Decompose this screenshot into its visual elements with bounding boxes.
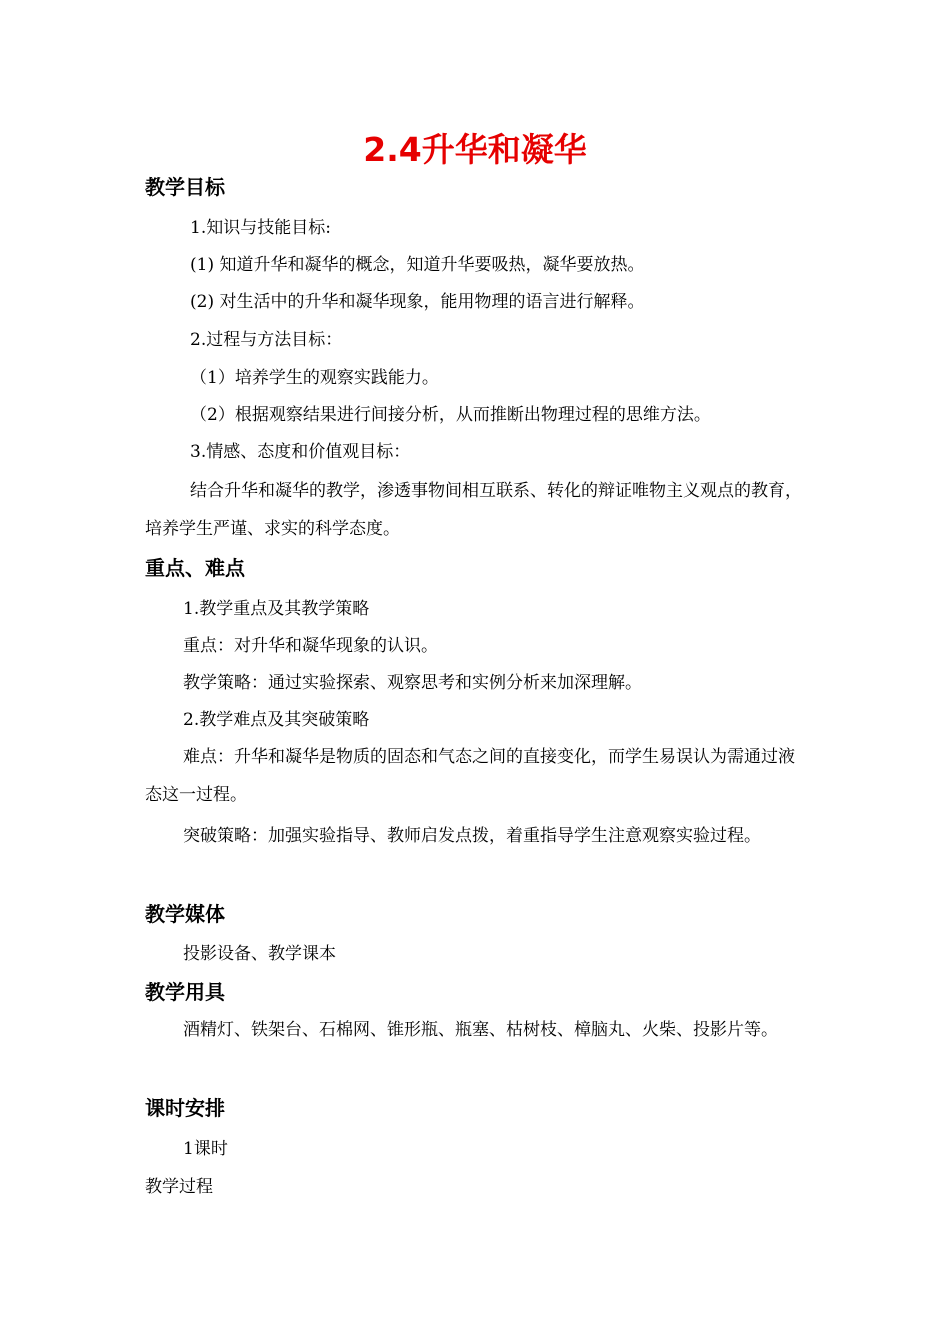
- objective-line-3: (2) 对生活中的升华和凝华现象，能用物理的语言进行解释。: [190, 292, 645, 312]
- key-line-3: 教学策略：通过实验探索、观察思考和实例分析来加深理解。: [183, 673, 642, 693]
- key-line-4: 2.教学难点及其突破策略: [183, 710, 370, 730]
- heading-media: 教学媒体: [145, 902, 225, 926]
- process-label: 教学过程: [145, 1177, 213, 1197]
- heading-key-points: 重点、难点: [145, 556, 245, 580]
- difficulty-paragraph: 难点：升华和凝华是物质的固态和气态之间的直接变化，而学生易误认为需通过液态这一过程。: [145, 747, 795, 805]
- key-line-1: 1.教学重点及其教学策略: [183, 599, 370, 619]
- schedule-line: 1课时: [183, 1139, 228, 1159]
- heading-tools: 教学用具: [145, 980, 225, 1004]
- heading-objectives: 教学目标: [145, 175, 225, 199]
- objective-line-6: （2）根据观察结果进行间接分析，从而推断出物理过程的思维方法。: [190, 405, 711, 425]
- key-line-2: 重点：对升华和凝华现象的认识。: [183, 636, 438, 656]
- objective-line-4: 2.过程与方法目标：: [190, 330, 343, 350]
- objective-line-5: （1）培养学生的观察实践能力。: [190, 368, 439, 388]
- media-line: 投影设备、教学课本: [183, 944, 336, 964]
- tools-paragraph: 酒精灯、铁架台、石棉网、锥形瓶、瓶塞、枯树枝、樟脑丸、火柴、投影片等。: [183, 1020, 778, 1040]
- objective-line-7: 3.情感、态度和价值观目标：: [190, 442, 411, 462]
- document-title: 2.4升华和凝华: [363, 130, 587, 169]
- objective-paragraph: 结合升华和凝华的教学，渗透事物间相互联系、转化的辩证唯物主义观点的教育，培养学生严谨、求实的科学态度。: [145, 481, 802, 539]
- objective-line-2: (1) 知道升华和凝华的概念，知道升华要吸热，凝华要放热。: [190, 255, 645, 275]
- objective-line-1: 1.知识与技能目标:: [190, 218, 331, 238]
- heading-schedule: 课时安排: [145, 1096, 225, 1120]
- strategy-paragraph: 突破策略：加强实验指导、教师启发点拨，着重指导学生注意观察实验过程。: [183, 826, 761, 846]
